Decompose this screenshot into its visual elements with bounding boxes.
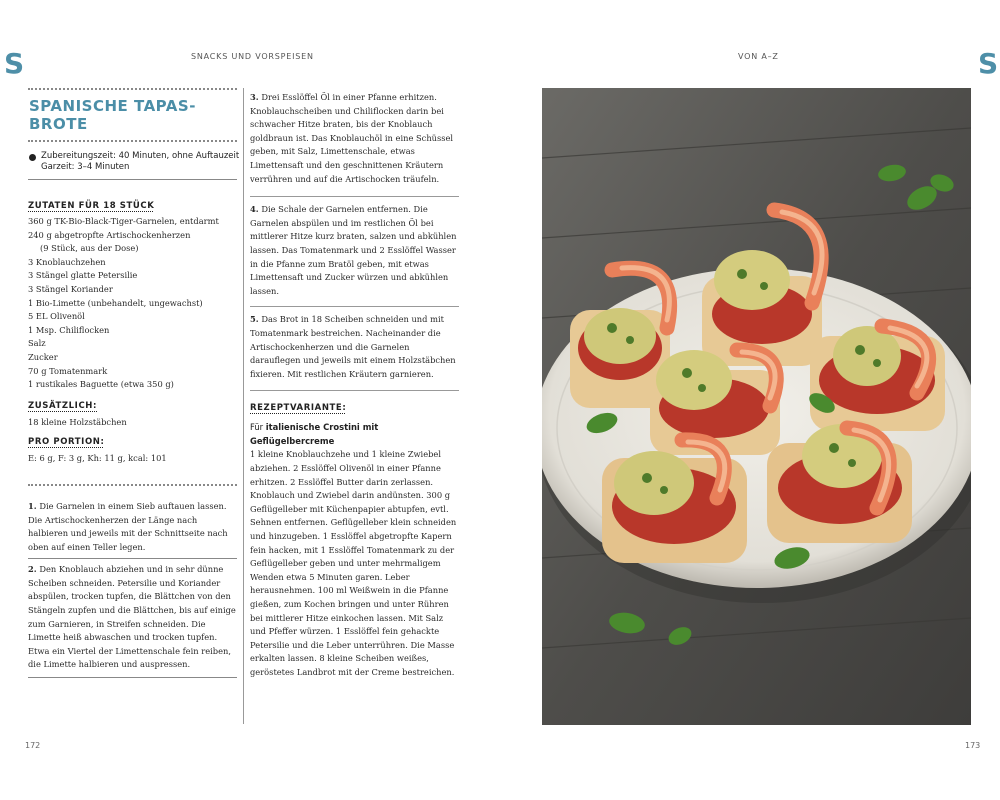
- page-number-right: 173: [965, 741, 981, 750]
- recipe-title: SPANISCHE TAPAS-BROTE: [29, 97, 196, 133]
- variant-text: 1 kleine Knoblauchzehe und 1 kleine Zwiebel abziehen. 2 Esslöffel Olivenöl in einer Pfanne erhitzen. 2 Esslöffel Butter darin zerlassen. Knoblauch und Zwiebel darin andünsten. 300 g Geflügelleber mit Küchenpapier abtupfen, evtl. Sehnen entfernen. Geflügelleber klein schneiden und hinzugeben. 1 Esslöffel abgetropfte Kapern fein hacken, mit 1 Esslöffel Tomatenmark zu der Geflügelleber geben und unter mehrmaligem Wenden etwa 5 Minuten garen. Leber herausnehmen. 100 ml Weißwein in die Pfanne gießen, zum Kochen bringen und unter Rühren bei mittlerer Hitze einkochen lassen. Mit Salz und Pfeffer würzen. 1 Esslöffel fein gehackte Petersilie und die Leber unterrühren. Die Masse erkalten lassen. 8 kleine Scheiben weißes, geröstetes Landbrot mit der Creme bestreichen.: [250, 449, 457, 677]
- ingredient-item: 3 Stängel glatte Petersilie: [28, 270, 138, 281]
- step-text: Drei Esslöffel Öl in einer Pfanne erhitzen. Knoblauchscheiben und Chiliflocken darin bei schwacher Hitze braten, bis der Knoblauch goldbraun ist. Das Knoblauchöl in eine Schüssel geben, mit Salz, Limettenschale, etwas Limettensaft und den geschnittenen Kräutern verrühren und auf die Artischocken träufeln.: [250, 92, 454, 184]
- ingredient-item: Salz: [28, 338, 46, 349]
- step-2: [28, 563, 238, 672]
- running-head-left: SNACKS UND VORSPEISEN: [191, 52, 314, 61]
- prep-time: Zubereitungszeit: 40 Minuten, ohne Auftauzeit: [41, 151, 240, 161]
- ingredient-item: 70 g Tomatenmark: [28, 365, 108, 376]
- step-separator: [28, 677, 237, 678]
- step-1: [28, 500, 238, 554]
- ingredient-item: 1 Msp. Chiliflocken: [28, 324, 110, 335]
- thumb-index-letter-left: S: [4, 47, 25, 80]
- ingredient-item: 1 rustikales Baguette (etwa 350 g): [28, 379, 174, 390]
- step-3: [250, 91, 460, 186]
- ingredient-item: Zucker: [28, 351, 58, 362]
- ingredients-list: [28, 215, 238, 392]
- step-text: Die Schale der Garnelen entfernen. Die Garnelen abspülen und im restlichen Öl bei mittlerer Hitze kurz braten, salzen und abkühlen lassen. Das Tomatenmark und 2 Esslöffel Wasser in die Pfanne zum Bratöl geben, mit etwas Limettensaft und Zucker würzen und abkühlen lassen.: [250, 204, 457, 296]
- step-separator: [28, 558, 237, 559]
- left-column: [28, 88, 238, 678]
- step-text: Den Knoblauch abziehen und in sehr dünne Scheiben schneiden. Petersilie und Koriander abspülen, trocken tupfen, die Blättchen von den Stängeln zupfen und die Blättchen, bis auf einige zum Garnieren, in Streifen schneiden. Die Limette heiß abwaschen und trocken tupfen. Etwa ein Viertel der Limettenschale fein reiben, die Limette halbieren und auspressen.: [28, 564, 236, 670]
- cook-time: Garzeit: 3–4 Minuten: [41, 162, 130, 172]
- ingredient-item: 1 Bio-Limette (unbehandelt, ungewachst): [28, 297, 203, 308]
- step-text: Die Garnelen in einem Sieb auftauen lassen. Die Artischockenherzen der Länge nach halbieren und jeweils mit der Schnittseite nach oben auf einen Teller legen.: [28, 500, 228, 552]
- title-rule-top: [28, 88, 237, 90]
- portion-heading: PRO PORTION:: [28, 437, 105, 448]
- ingredient-item: 5 EL Olivenöl: [28, 311, 85, 322]
- step-number: 5.: [250, 314, 259, 325]
- step-number: 3.: [250, 92, 259, 102]
- times-rule: [28, 179, 237, 180]
- ingredient-item: 240 g abgetropfte Artischockenherzen: [28, 229, 191, 240]
- ingredients-heading: ZUTATEN FÜR 18 STÜCK: [28, 201, 155, 211]
- variant-prefix: Für: [250, 422, 266, 433]
- thumb-index-letter-right: S: [978, 47, 999, 80]
- food-photo: [542, 88, 971, 725]
- step-number: 4.: [250, 204, 259, 215]
- ingredient-item: (9 Stück, aus der Dose): [40, 243, 139, 254]
- portion-text: E: 6 g, F: 3 g, Kh: 11 g, kcal: 101: [28, 453, 167, 464]
- clock-icon: [29, 154, 36, 161]
- tapas-photo-illustration: [542, 88, 971, 725]
- time-info: [28, 151, 238, 173]
- variant-name: italienische Crostini mit Geflügelbercreme: [250, 422, 379, 446]
- step-separator: [250, 306, 459, 307]
- steps-rule: [28, 484, 237, 486]
- title-rule-bottom: [28, 140, 237, 142]
- running-head-right: VON A–Z: [738, 52, 779, 61]
- step-separator: [250, 196, 459, 197]
- additional-heading: ZUSÄTZLICH:: [28, 400, 97, 411]
- step-number: 1.: [28, 500, 37, 511]
- step-number: 2.: [28, 564, 37, 575]
- ingredient-item: 3 Knoblauchzehen: [28, 256, 106, 267]
- step-4: [250, 203, 460, 298]
- step-separator: [250, 390, 459, 391]
- variant-intro: [250, 421, 460, 448]
- middle-column: [250, 91, 460, 680]
- step-text: Das Brot in 18 Scheiben schneiden und mit Tomatenmark bestreichen. Nacheinander die Artischockenherzen und die Garnelen darauflegen und jeweils mit einem Holzstäbchen fixieren. Mit restlichen Kräutern garnieren.: [250, 314, 456, 379]
- additional-text: 18 kleine Holzstäbchen: [28, 416, 127, 427]
- page-number-left: 172: [25, 741, 41, 750]
- step-5: [250, 313, 460, 381]
- column-divider: [243, 88, 244, 724]
- ingredient-item: 3 Stängel Koriander: [28, 283, 113, 294]
- ingredient-item: 360 g TK-Bio-Black-Tiger-Garnelen, entdarmt: [28, 216, 219, 226]
- variant-heading: REZEPTVARIANTE:: [250, 403, 347, 414]
